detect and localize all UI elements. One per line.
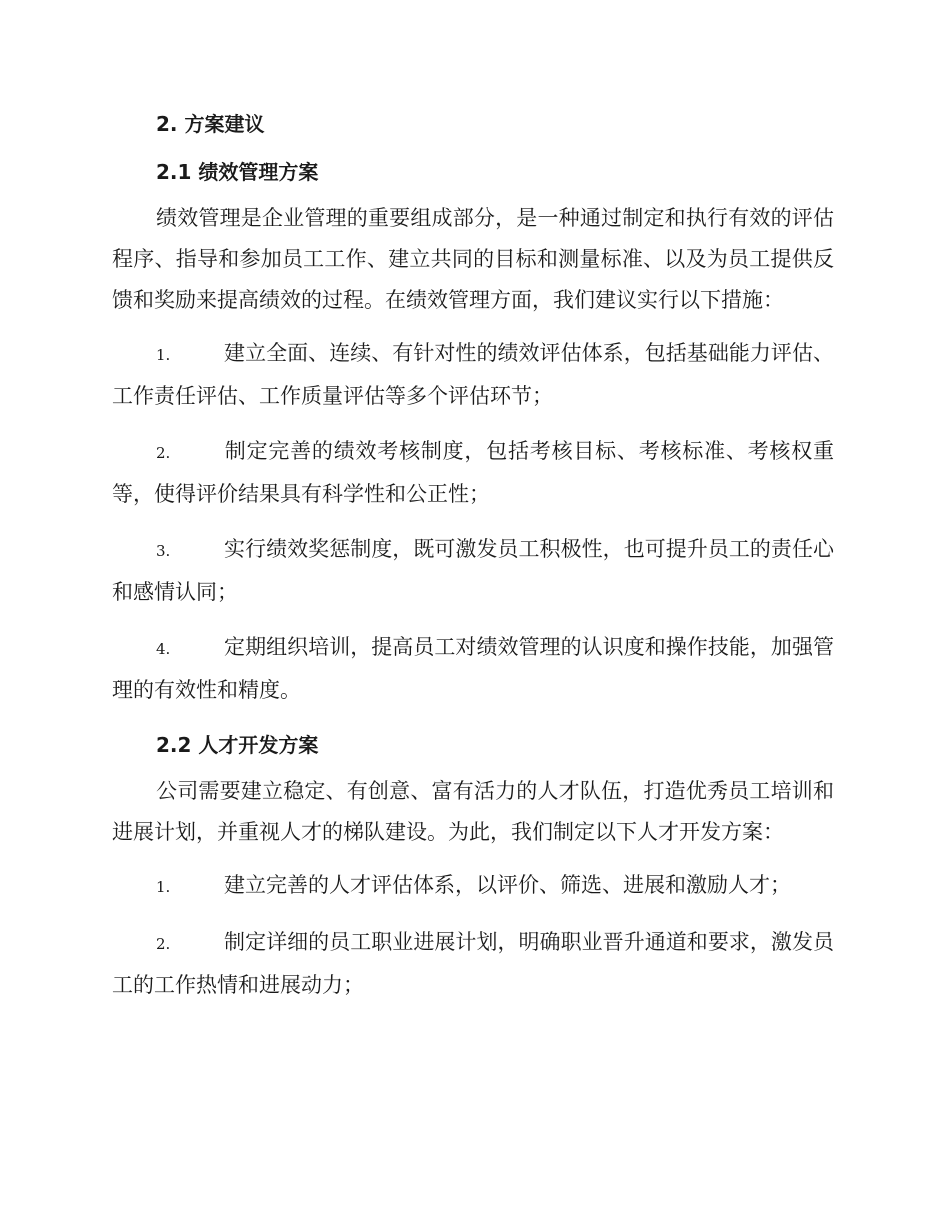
- list-item-text: 制定完善的绩效考核制度，包括考核目标、考核标准、考核权重等，使得评价结果具有科学性和公正性；: [112, 439, 834, 506]
- list-item: [112, 431, 834, 515]
- list-item-number: 4.: [156, 640, 171, 658]
- list-item-number: 1.: [156, 878, 171, 896]
- list-item-text: 制定详细的员工职业进展计划，明确职业晋升通道和要求，激发员工的工作热情和进展动力；: [112, 930, 834, 997]
- list-item-text: 实行绩效奖惩制度，既可激发员工积极性，也可提升员工的责任心和感情认同；: [112, 537, 834, 604]
- document-page: [112, 104, 834, 1020]
- list-item-text: 建立完善的人才评估体系，以评价、筛选、进展和激励人才；: [224, 873, 791, 897]
- list-item: [112, 922, 834, 1006]
- performance-intro-paragraph: 绩效管理是企业管理的重要组成部分，是一种通过制定和执行有效的评估程序、指导和参加员工工作、建立共同的目标和测量标准、以及为员工提供反馈和奖励来提高绩效的过程。在绩效管理方面，我们建议实行以下措施：: [112, 206, 834, 312]
- list-item-number: 2.: [156, 444, 171, 462]
- section-heading: 2. 方案建议: [156, 112, 265, 136]
- list-item-text: 建立全面、连续、有针对性的绩效评估体系，包括基础能力评估、工作责任评估、工作质量评估等多个评估环节；: [112, 341, 834, 408]
- list-item: [112, 627, 834, 711]
- list-item-number: 2.: [156, 935, 171, 953]
- list-item-number: 3.: [156, 542, 171, 560]
- list-item-number: 1.: [156, 346, 171, 364]
- list-item: [112, 529, 834, 613]
- list-item: [112, 865, 834, 908]
- talent-plan-list: [112, 865, 834, 1006]
- performance-measures-list: [112, 333, 834, 711]
- subsection-heading-talent: 2.2 人才开发方案: [156, 733, 319, 757]
- list-item: [112, 333, 834, 417]
- talent-intro-paragraph: 公司需要建立稳定、有创意、富有活力的人才队伍，打造优秀员工培训和进展计划，并重视人才的梯队建设。为此，我们制定以下人才开发方案：: [112, 779, 834, 844]
- subsection-heading-performance: 2.1 绩效管理方案: [156, 160, 319, 184]
- list-item-text: 定期组织培训，提高员工对绩效管理的认识度和操作技能，加强管理的有效性和精度。: [112, 635, 834, 702]
